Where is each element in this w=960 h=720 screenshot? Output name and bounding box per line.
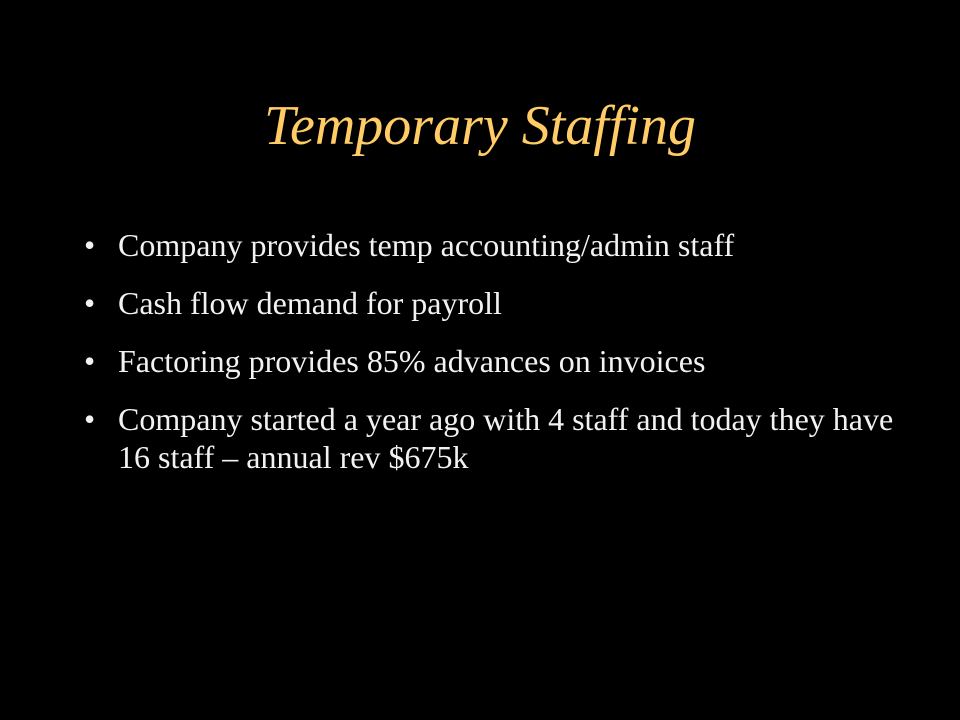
- bullet-item: [84, 284, 904, 322]
- bullet-item: [84, 226, 904, 264]
- bullet-icon: •: [84, 227, 96, 263]
- bullet-icon: •: [84, 285, 96, 321]
- bullet-icon: •: [84, 401, 96, 437]
- bullet-list: [84, 226, 904, 496]
- slide-title: Temporary Staffing: [264, 95, 696, 157]
- bullet-text: Company provides temp accounting/admin staff: [118, 227, 735, 263]
- bullet-text: Cash flow demand for payroll: [118, 285, 502, 321]
- bullet-icon: •: [84, 343, 96, 379]
- bullet-text: Company started a year ago with 4 staff and today they have 16 staff – annual rev $675k: [118, 401, 894, 475]
- bullet-item: [84, 400, 904, 476]
- bullet-text: Factoring provides 85% advances on invoices: [118, 343, 706, 379]
- bullet-item: [84, 342, 904, 380]
